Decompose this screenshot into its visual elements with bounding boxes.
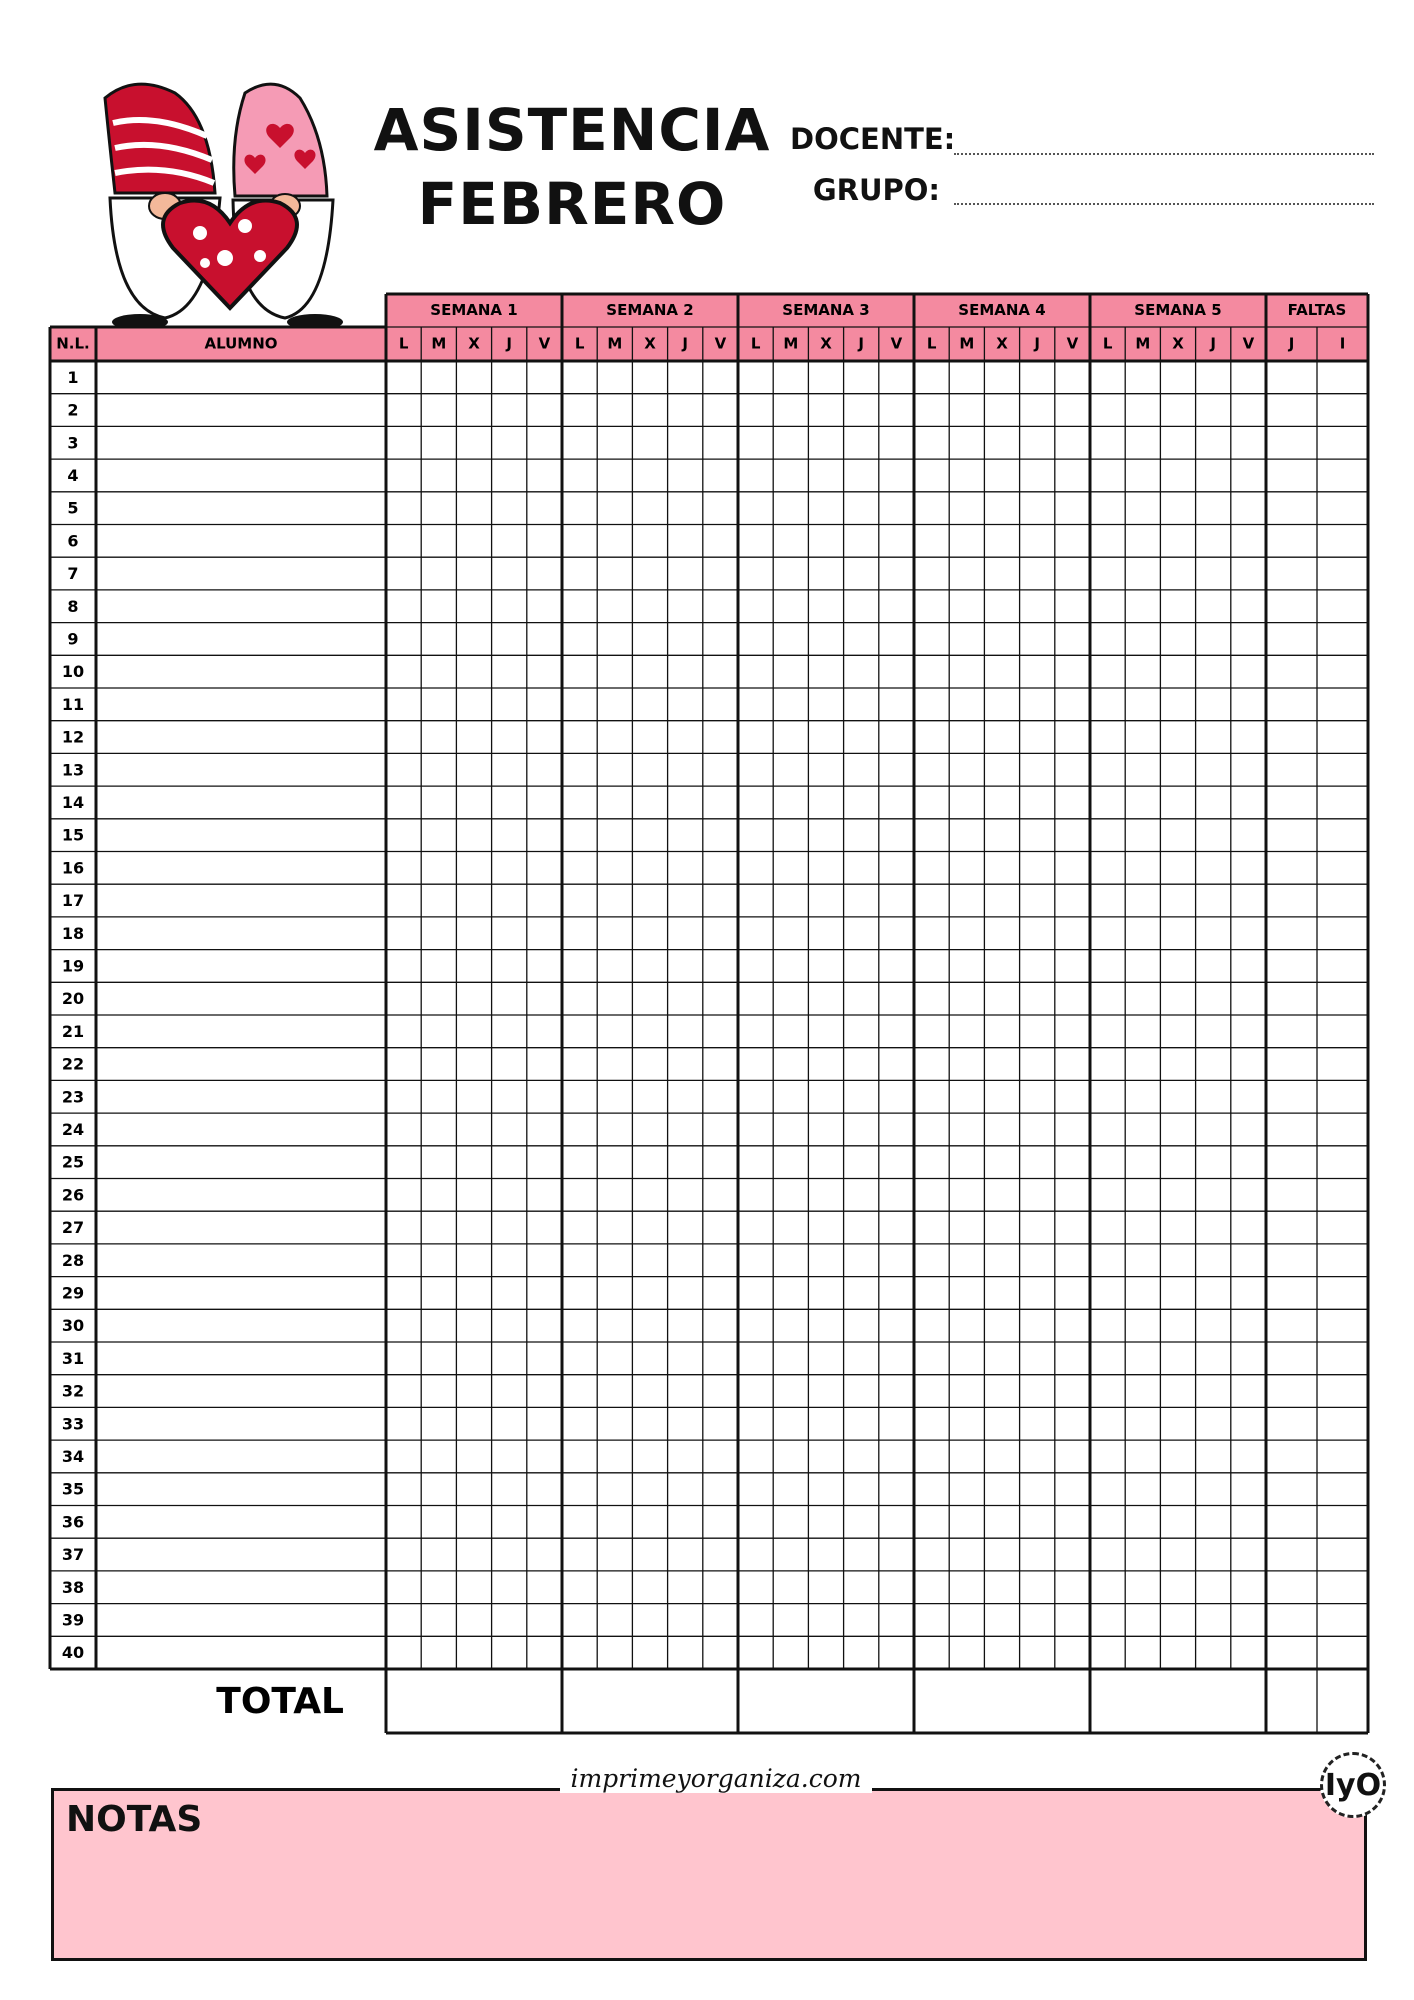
absences-column-header: I [1339, 334, 1346, 353]
day-header: V [538, 334, 551, 353]
day-header: L [398, 334, 409, 353]
day-header: X [996, 334, 1008, 353]
row-number: 2 [67, 400, 79, 420]
row-number: 7 [67, 564, 79, 584]
row-number: 16 [61, 858, 85, 878]
row-number: 1 [67, 367, 79, 387]
absences-header: FALTAS [1287, 301, 1347, 319]
day-header: J [858, 334, 864, 353]
day-header: V [1066, 334, 1079, 353]
day-header: V [1242, 334, 1255, 353]
day-header: J [682, 334, 688, 353]
notes-title: NOTAS [66, 1799, 203, 1840]
row-number: 28 [61, 1250, 85, 1270]
row-number: 34 [61, 1446, 85, 1466]
row-number: 12 [61, 727, 85, 747]
row-number: 36 [61, 1512, 85, 1532]
row-number: 24 [61, 1119, 85, 1139]
row-number: 30 [61, 1316, 85, 1336]
row-number: 6 [67, 531, 79, 551]
row-number: 21 [61, 1021, 85, 1041]
row-number: 10 [61, 662, 85, 682]
group-label: GRUPO: [812, 173, 940, 207]
notes-box[interactable] [51, 1788, 1367, 1961]
day-header: J [506, 334, 512, 353]
total-label: TOTAL [216, 1681, 344, 1722]
week-header-1: SEMANA 1 [430, 301, 518, 319]
teacher-label: DOCENTE: [790, 122, 956, 156]
row-number: 8 [67, 596, 79, 616]
day-header: M [1135, 334, 1151, 353]
row-number: 40 [61, 1643, 85, 1663]
absences-column-header: J [1288, 334, 1295, 353]
row-number: 32 [61, 1381, 85, 1401]
website-label: imprimeyorganiza.com [560, 1764, 872, 1793]
day-header: X [1172, 334, 1184, 353]
brand-logo-icon [1320, 1752, 1386, 1818]
row-number: 11 [61, 694, 85, 714]
row-number: 13 [61, 760, 85, 780]
row-number: 4 [67, 465, 79, 485]
row-number: 31 [61, 1348, 85, 1368]
day-header: X [644, 334, 656, 353]
page-title-line2: FEBRERO [417, 170, 727, 238]
day-header: V [714, 334, 727, 353]
row-number: 3 [67, 433, 79, 453]
row-number: 29 [61, 1283, 85, 1303]
day-header: L [926, 334, 937, 353]
row-number: 37 [61, 1545, 85, 1565]
week-header-5: SEMANA 5 [1134, 301, 1222, 319]
week-header-4: SEMANA 4 [958, 301, 1046, 319]
row-number: 39 [61, 1610, 85, 1630]
day-header: L [574, 334, 585, 353]
row-number: 25 [61, 1152, 85, 1172]
row-number: 33 [61, 1414, 85, 1434]
page-title-line1: ASISTENCIA [373, 96, 771, 164]
day-header: V [890, 334, 903, 353]
row-number: 18 [61, 923, 85, 943]
row-number: 5 [67, 498, 79, 518]
student-header: ALUMNO [204, 334, 278, 353]
row-number: 38 [61, 1577, 85, 1597]
week-header-2: SEMANA 2 [606, 301, 694, 319]
row-number: 23 [61, 1087, 85, 1107]
logo-text: IyO [1324, 1767, 1382, 1803]
number-header: N.L. [56, 334, 90, 353]
day-header: X [468, 334, 480, 353]
row-number: 17 [61, 891, 85, 911]
row-number: 22 [61, 1054, 85, 1074]
day-header: X [820, 334, 832, 353]
day-header: L [750, 334, 761, 353]
row-number: 14 [61, 792, 85, 812]
row-number: 26 [61, 1185, 85, 1205]
day-header: J [1210, 334, 1216, 353]
row-number: 15 [61, 825, 85, 845]
row-number: 35 [61, 1479, 85, 1499]
day-header: M [959, 334, 975, 353]
row-number: 19 [61, 956, 85, 976]
day-header: M [431, 334, 447, 353]
day-header: J [1034, 334, 1040, 353]
row-number: 27 [61, 1218, 85, 1238]
row-number: 20 [61, 989, 85, 1009]
day-header: M [783, 334, 799, 353]
day-header: M [607, 334, 623, 353]
week-header-3: SEMANA 3 [782, 301, 870, 319]
day-header: L [1102, 334, 1113, 353]
row-number: 9 [67, 629, 79, 649]
